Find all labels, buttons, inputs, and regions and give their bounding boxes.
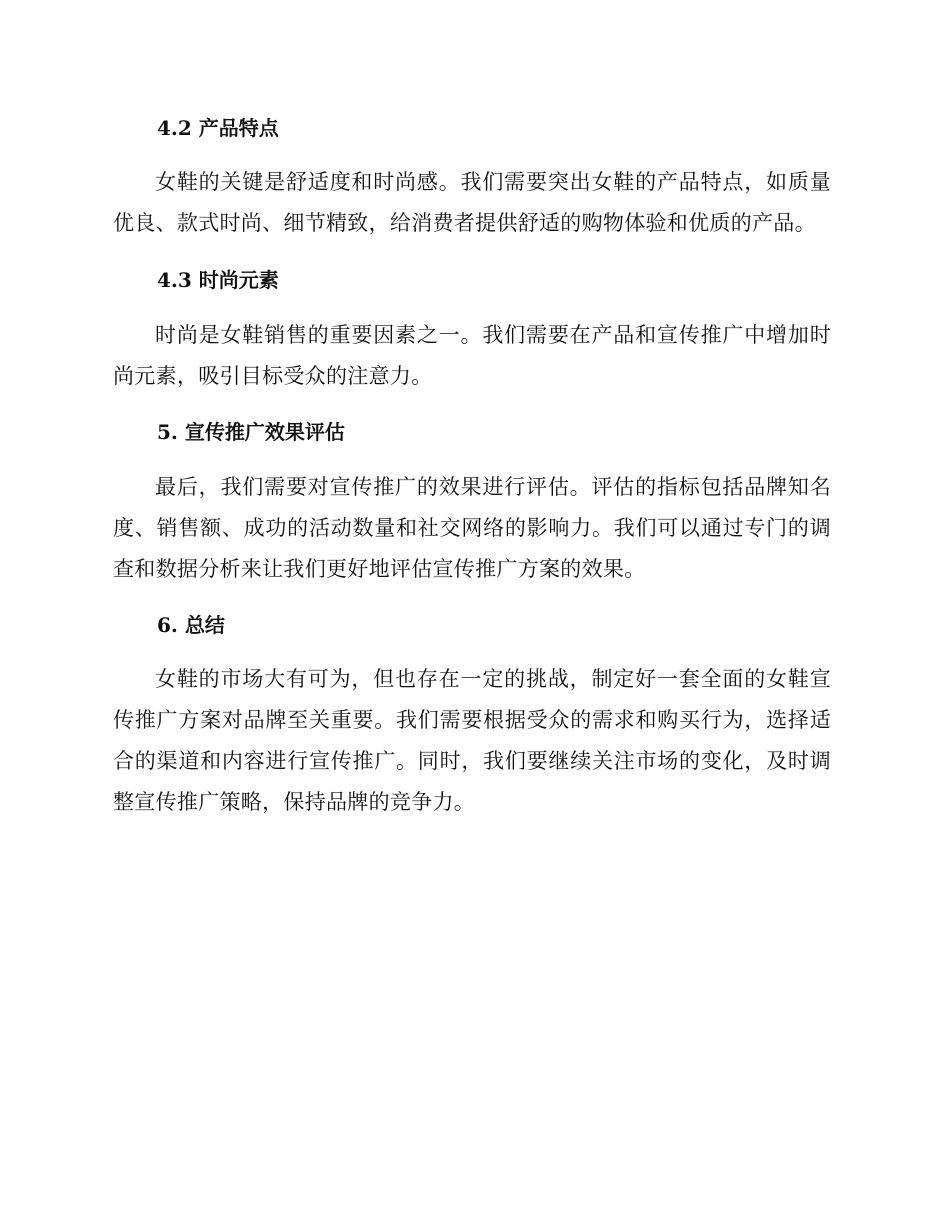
section-paragraph-6: 女鞋的市场大有可为，但也存在一定的挑战，制定好一套全面的女鞋宣传推广方案对品牌至关重要。我们需要根据受众的需求和购买行为，选择适合的渠道和内容进行宣传推广。同时，我们要继续关注市场的变化，及时调整宣传推广策略，保持品牌的竞争力。: [113, 667, 831, 814]
section-paragraph-5: 最后，我们需要对宣传推广的效果进行评估。评估的指标包括品牌知名度、销售额、成功的活动数量和社交网络的影响力。我们可以通过专门的调查和数据分析来让我们更好地评估宣传推广方案的效果。: [113, 475, 831, 581]
section-heading-4-2: 4.2 产品特点: [157, 116, 279, 140]
section-heading-4-3: 4.3 时尚元素: [157, 268, 279, 292]
section-heading-5: 5. 宣传推广效果评估: [157, 420, 345, 444]
section-paragraph-4-3: 时尚是女鞋销售的重要因素之一。我们需要在产品和宣传推广中增加时尚元素，吸引目标受众的注意力。: [113, 323, 831, 388]
section-heading-6: 6. 总结: [157, 613, 225, 637]
section-paragraph-4-2: 女鞋的关键是舒适度和时尚感。我们需要突出女鞋的产品特点，如质量优良、款式时尚、细节精致，给消费者提供舒适的购物体验和优质的产品。: [113, 170, 831, 235]
